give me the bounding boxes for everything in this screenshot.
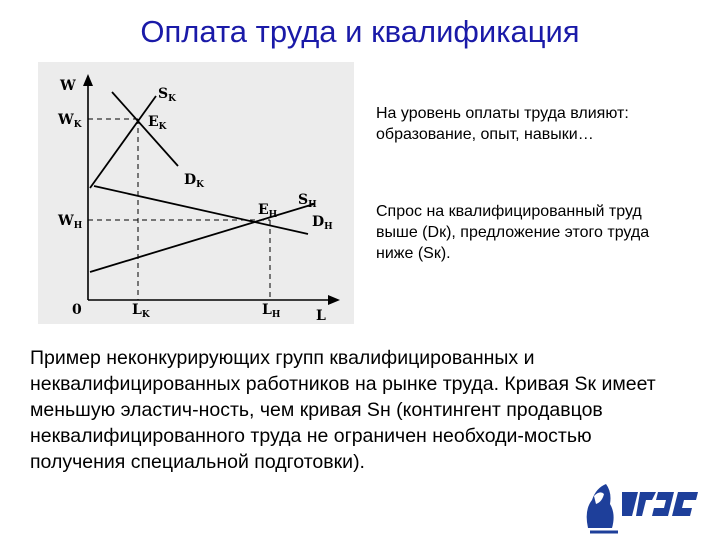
- sh-label: $S_H$: [298, 192, 317, 210]
- diagram-svg: [38, 62, 354, 324]
- dk-label: $D_K$: [184, 172, 204, 190]
- axis-y-label: W: [60, 78, 76, 94]
- origin-label: 0: [72, 302, 82, 318]
- eh-label: $E_H$: [258, 202, 278, 220]
- wk-label: $W_K$: [58, 112, 82, 130]
- university-logo-icon: [582, 470, 708, 538]
- y-axis-arrow: [83, 74, 93, 86]
- x-axis-arrow: [328, 295, 340, 305]
- demand-supply-paragraph: Спрос на квалифицированный труд выше (Dк), предложение этого труда ниже (Sк).: [376, 203, 650, 262]
- lh-label: $L_H$: [262, 302, 281, 320]
- influence-paragraph: На уровень оплаты труда влияют: образование, опыт, навыки…: [376, 105, 629, 143]
- labor-market-diagram: [38, 62, 354, 324]
- axis-x-label: L: [316, 308, 326, 324]
- sk-curve: [90, 96, 156, 188]
- page-title: Оплата труда и квалификация: [140, 14, 580, 49]
- ek-label: $E_K$: [148, 114, 167, 132]
- wh-label: $W_H$: [58, 213, 83, 231]
- dh-label: $D_H$: [312, 214, 333, 232]
- sk-label: $S_K$: [158, 86, 176, 104]
- explanation-paragraph: Пример неконкурирующих групп квалифицированных и неквалифицированных работников на рынке труда. Кривая Sк имеет меньшую эластич-ность, чем кривая Sн (контингент продавцов неквалифицированного труда не ограничен необходи-мостью получения специальной подготовки).: [30, 347, 656, 473]
- lk-label: $L_K$: [132, 302, 150, 320]
- sh-curve: [90, 204, 314, 272]
